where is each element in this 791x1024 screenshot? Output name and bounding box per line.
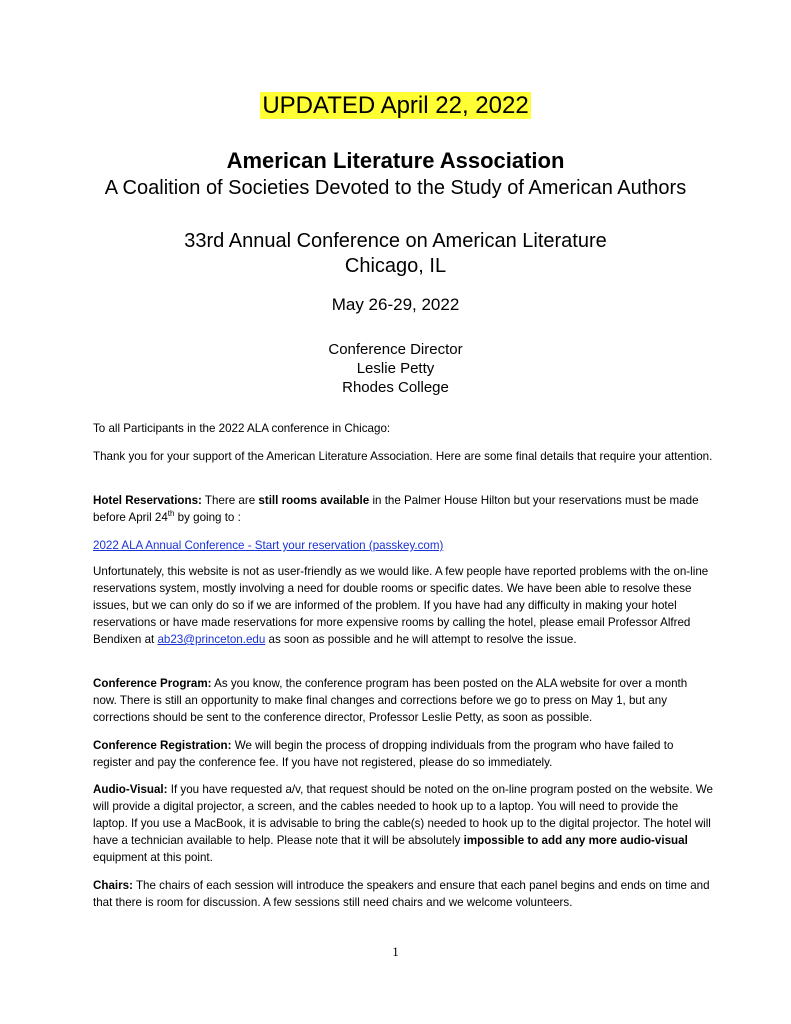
program-heading: Conference Program: bbox=[93, 677, 212, 690]
hotel-paragraph: Hotel Reservations: There are still rooms available in the Palmer House Hilton but your reservations must be made before April 24th by going to : bbox=[93, 494, 699, 524]
email-link[interactable]: ab23@princeton.edu bbox=[157, 633, 266, 646]
organization-title: American Literature Association bbox=[226, 148, 565, 173]
hotel-emphasis: still rooms available bbox=[258, 494, 370, 507]
salutation: To all Participants in the 2022 ALA conference in Chicago: bbox=[93, 422, 391, 435]
updated-banner bbox=[0, 92, 791, 120]
conference-city: Chicago, IL bbox=[344, 255, 447, 277]
program-paragraph: Conference Program: As you know, the conference program has been posted on the ALA website for over a month now. There is still an opportunity to make final changes and corrections before we go to press on May 1, but any corrections should be sent to the conference director, Professor Leslie Petty, as soon as possible. bbox=[93, 677, 688, 724]
av-heading: Audio-Visual: bbox=[93, 783, 168, 796]
registration-paragraph: Conference Registration: We will begin the process of dropping individuals from the program who have failed to register and pay the conference fee. If you have not registered, please do so immediately. bbox=[93, 739, 674, 769]
director-name: Leslie Petty bbox=[356, 360, 435, 377]
chairs-paragraph: Chairs: The chairs of each session will introduce the speakers and ensure that each panel begins and ends on time and that there is room for discussion. A few sessions still need chairs and we welcome volunteers. bbox=[93, 879, 710, 909]
conference-dates: May 26-29, 2022 bbox=[331, 295, 460, 314]
director-affiliation: Rhodes College bbox=[342, 379, 449, 396]
conference-title: 33rd Annual Conference on American Literature bbox=[184, 230, 607, 252]
director-label: Conference Director bbox=[328, 341, 463, 358]
reservation-link[interactable]: 2022 ALA Annual Conference - Start your reservation (passkey.com) bbox=[93, 539, 444, 552]
registration-heading: Conference Registration: bbox=[93, 739, 232, 752]
organization-subtitle: A Coalition of Societies Devoted to the Study of American Authors bbox=[104, 177, 687, 199]
conference-director-block bbox=[0, 340, 791, 397]
hotel-link-line bbox=[93, 537, 713, 554]
audio-visual-paragraph: Audio-Visual: If you have requested a/v, that request should be noted on the on-line program posted on the website. We will provide a digital projector, a screen, and the cables needed to hook up to a laptop. You will need to provide the laptop. If you use a MacBook, it is advisable to bring the cable(s) needed to hook up to the digital projector. The hotel will have a technician available to help. Please note that it will be absolutely impossible to add any more audio-visual equipment at this point. bbox=[93, 783, 713, 864]
av-emphasis: impossible to add any more audio-visual bbox=[463, 834, 688, 847]
intro-paragraph: Thank you for your support of the American Literature Association. Here are some final details that require your attention. bbox=[93, 450, 713, 463]
hotel-heading: Hotel Reservations: bbox=[93, 494, 202, 507]
page-number: 1 bbox=[392, 944, 399, 959]
updated-highlight: UPDATED April 22, 2022 bbox=[262, 92, 529, 119]
chairs-heading: Chairs: bbox=[93, 879, 133, 892]
hotel-followup-paragraph: Unfortunately, this website is not as user-friendly as we would like. A few people have reported problems with the on-line reservations system, mostly involving a need for double rooms or specific dates. We have been able to resolve these issues, but we can only do so if we are informed of the problem. If you have had any difficulty in making your hotel reservations or have made reservations for more expensive rooms by calling the hotel, please email Professor Alfred Bendixen at ab23@princeton.edu as soon as possible and he will attempt to resolve the issue. bbox=[93, 565, 709, 646]
